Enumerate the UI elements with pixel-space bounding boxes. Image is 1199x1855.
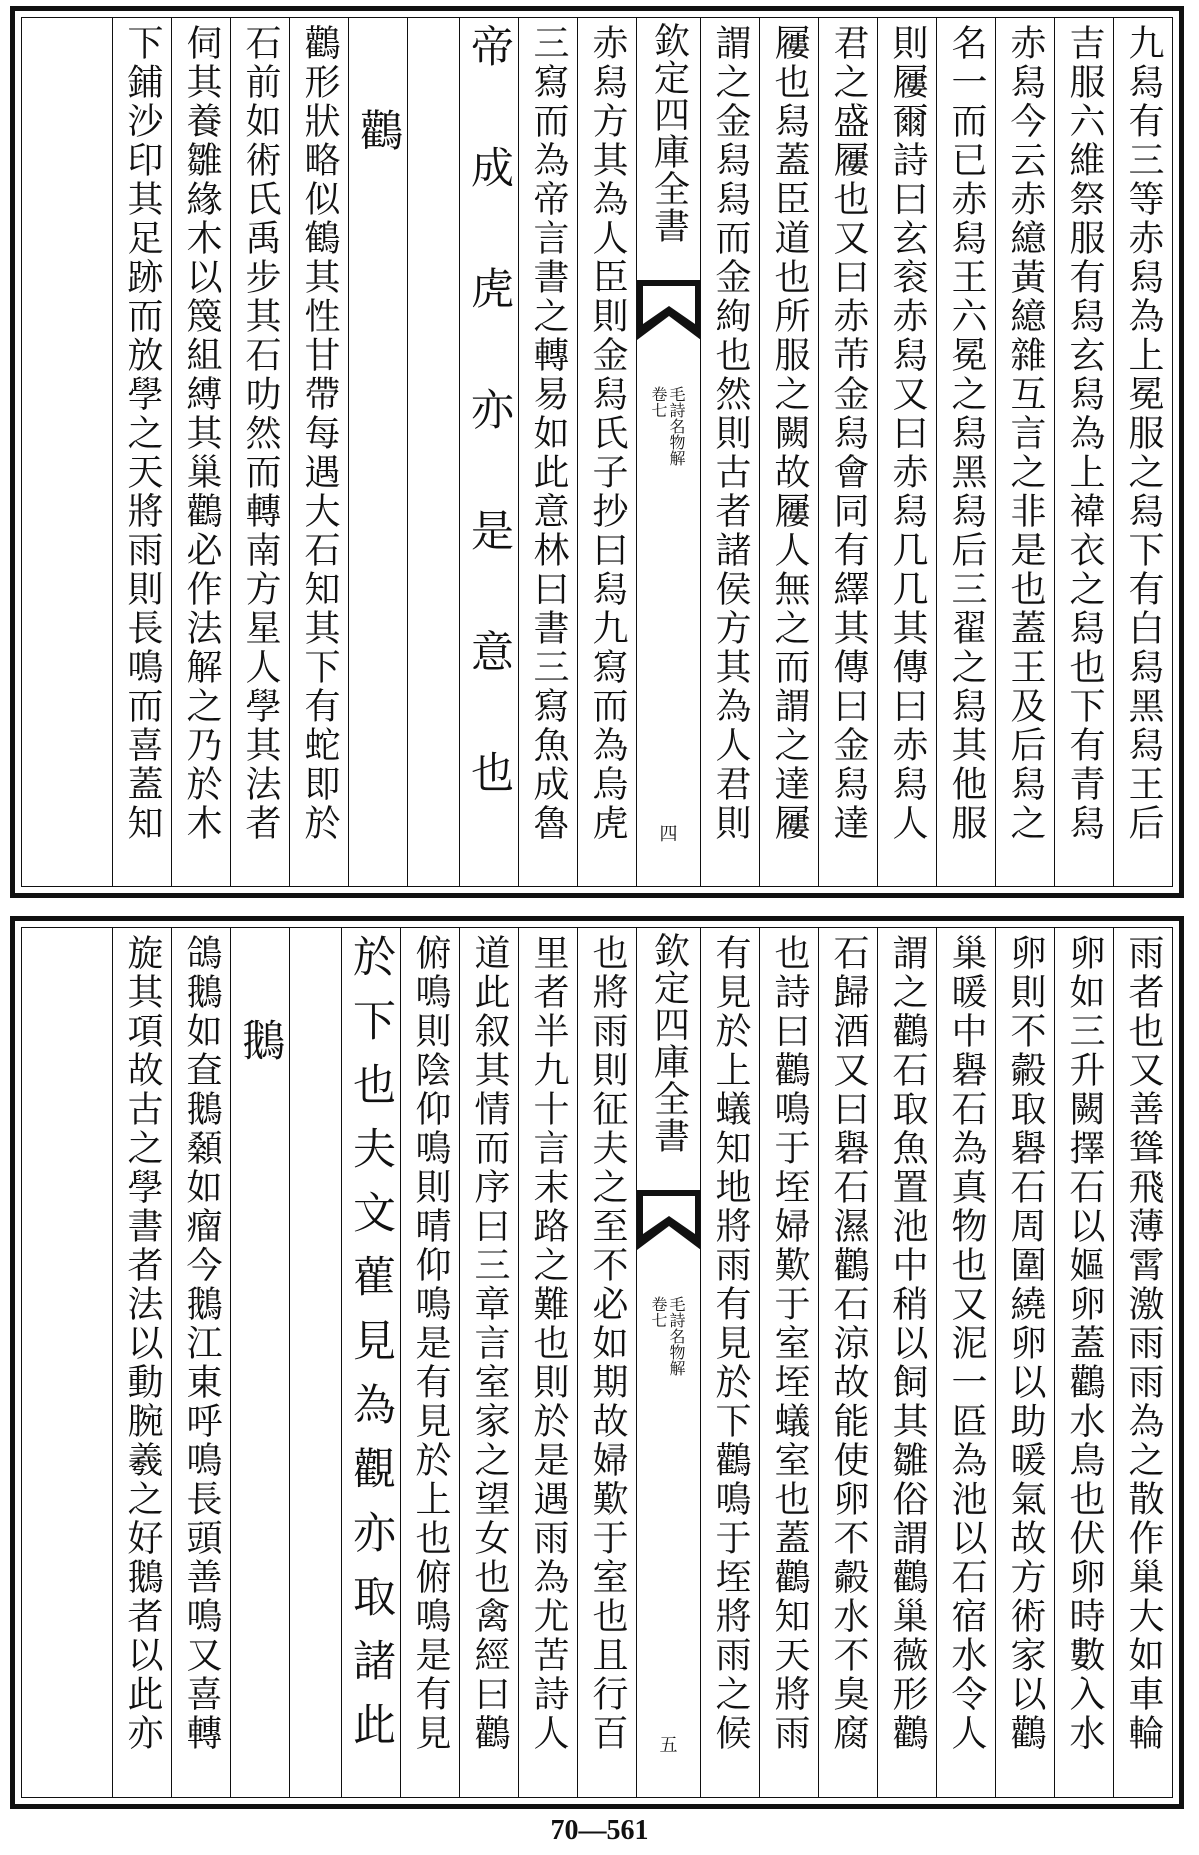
text-column: 謂之鸛石取魚置池中稍以飼其雛俗謂鸛巢薇形鸛 [877, 928, 936, 1797]
collection-title: 欽定四庫全書 [648, 932, 690, 1154]
text-column: 鴿鵝如㚗鵝顙如瘤今鵝江東呼鳴長頭善鳴又喜轉 [171, 928, 230, 1797]
blank-column [407, 18, 459, 886]
text-column: 吉服六維祭服有舄玄舄為上褘衣之舄也下有青舄 [1054, 18, 1113, 886]
text-column: 屨也舄蓋臣道也所服之闕故屨人無之而謂之達屨 [759, 18, 818, 886]
text-column: 石歸酒又曰礜石濕鸛石涼故能使卵不㲉水不臭腐 [818, 928, 877, 1797]
text-column: 俯鳴則陰仰鳴則晴仰鳴是有見於上也俯鳴是有見 [400, 928, 459, 1797]
page-number: 五 [659, 1735, 678, 1756]
footer-page-reference: 70—561 [550, 1815, 649, 1846]
text-column: 於下也夫文雚見為觀亦取諸此 [341, 928, 400, 1797]
section-heading: 鸛 [353, 108, 403, 153]
text-column: 卵如三升闕擇石以嫗卵蓋鸛水鳥也伏卵時數入水 [1054, 928, 1113, 1797]
text-column: 雨者也又善聳飛薄霄激雨雨為之散作巢大如車輪 [1113, 928, 1172, 1797]
text-column: 巢暖中礜石為真物也又泥一㔯為池以石宿水令人 [936, 928, 995, 1797]
bottom-page [10, 916, 1184, 1809]
volume-label: 卷七 [649, 1296, 668, 1328]
text-column: 石前如術氏禹步其石叻然而轉南方星人學其法者 [230, 18, 289, 886]
bottom-page-frame [21, 927, 1173, 1798]
text-column: 也將雨則征夫之至不必如期故婦歎于室也且行百 [577, 928, 636, 1797]
page-gutter [636, 18, 700, 886]
blank-column [289, 928, 341, 1797]
text-column: 謂之金舄舄而金絇也然則古者諸侯方其為人君則 [700, 18, 759, 886]
section-heading: 鵝 [235, 1018, 285, 1063]
book-title: 毛詩名物解 [667, 1296, 686, 1376]
text-column: 名一而已赤舄王六冕之舄黑舄后三翟之舄其他服 [936, 18, 995, 886]
text-column: 赤舄方其為人臣則金舄氏子抄曰舄九寫而為烏虎 [577, 18, 636, 886]
fish-tail-ornament [637, 1190, 701, 1250]
text-column: 旋其項故古之學書者法以動腕羲之好鵝者以此亦 [112, 928, 171, 1797]
text-column: 則屨爾詩曰玄衮赤舄又曰赤舄几几其傳曰赤舄人 [877, 18, 936, 886]
text-column: 里者半九十言末路之難也則於是遇雨為尤苦詩人 [518, 928, 577, 1797]
top-columns [22, 18, 1172, 886]
page-gutter [636, 928, 700, 1797]
text-column: 伺其養雛緣木以篾組縛其巢鸛必作法解之乃於木 [171, 18, 230, 886]
section-heading-column [230, 928, 289, 1797]
text-column: 有見於上蟻知地將雨有見於下鸛鳴于垤將雨之候 [700, 928, 759, 1797]
text-column: 君之盛屨也又曰赤芾金舄會同有繹其傳曰金舄達 [818, 18, 877, 886]
text-column: 卵則不㲉取礜石周圍繞卵以助暖氣故方術家以鸛 [995, 928, 1054, 1797]
text-column: 九舄有三等赤舄為上冕服之舄下有白舄黑舄王后 [1113, 18, 1172, 886]
book-title: 毛詩名物解 [667, 386, 686, 466]
volume-label: 卷七 [649, 386, 668, 418]
text-column: 帝成虎亦是意也 [459, 18, 518, 886]
top-page [10, 6, 1184, 898]
text-column: 下鋪沙印其足跡而放學之天將雨則長鳴而喜蓋知 [112, 18, 171, 886]
page-number: 四 [659, 824, 678, 845]
text-column: 道此叙其情而序曰三章言室家之望女也禽經曰鸛 [459, 928, 518, 1797]
text-column: 赤舄今云赤繶黃繶雜互言之非是也蓋王及后舄之 [995, 18, 1054, 886]
section-heading-column [348, 18, 407, 886]
bottom-columns [22, 928, 1172, 1797]
fish-tail-ornament [637, 280, 701, 340]
text-column: 也詩曰鸛鳴于垤婦歎于室垤蟻室也蓋鸛知天將雨 [759, 928, 818, 1797]
top-page-frame [21, 17, 1173, 887]
text-column: 三寫而為帝言書之轉易如此意林曰書三寫魚成魯 [518, 18, 577, 886]
collection-title: 欽定四庫全書 [648, 22, 690, 244]
text-column: 鸛形狀略似鶴其性甘帶每遇大石知其下有蛇即於 [289, 18, 348, 886]
